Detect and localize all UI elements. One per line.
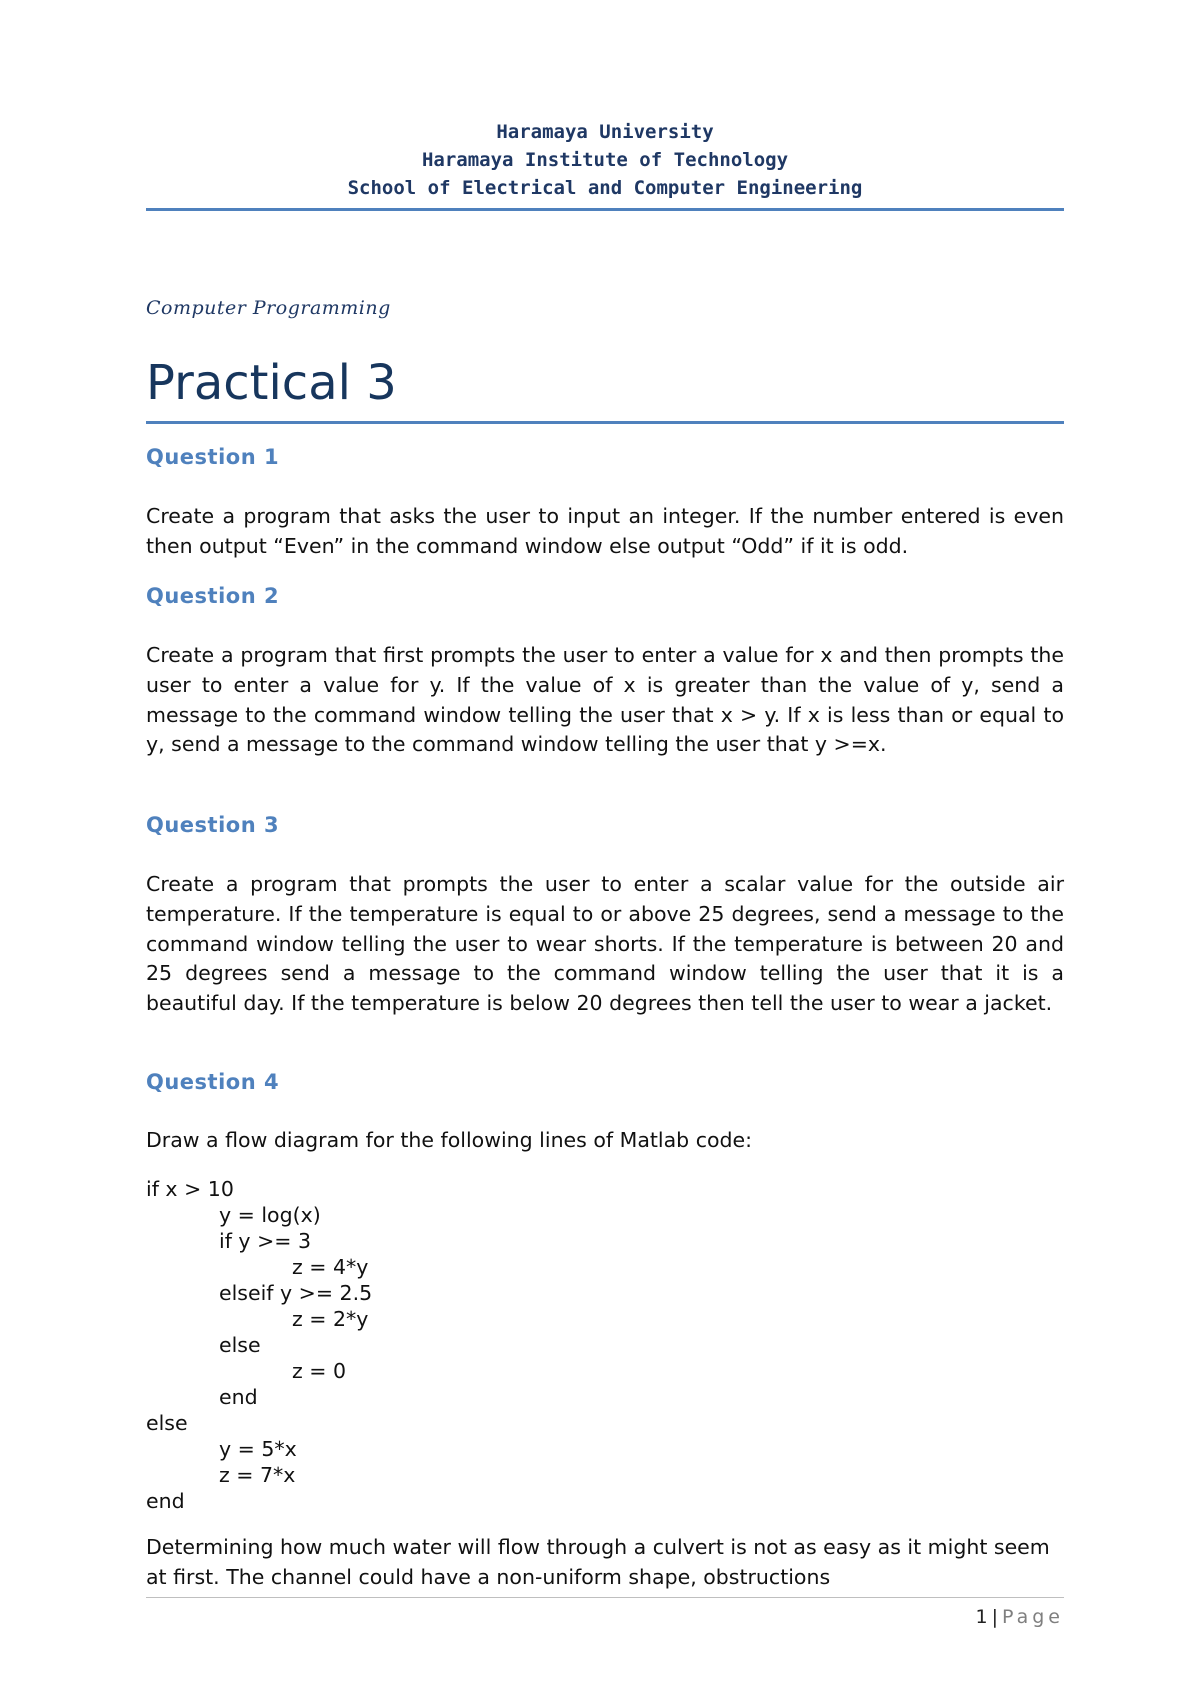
page-label: Page bbox=[1002, 1606, 1064, 1628]
code-line: if y >= 3 bbox=[219, 1229, 311, 1253]
question-3-heading: Question 3 bbox=[146, 813, 280, 837]
title-divider bbox=[146, 421, 1064, 424]
question-3-text: Create a program that prompts the user to enter a scalar value for the outside air temperature. If the temperature is equal to or above 25 degrees, send a message to the command window telling the user to wear shorts. If the temperature is between 20 and 25 degrees send a message to the command window telling the user that it is a beautiful day. If the temperature is below 20 degrees then tell the user to wear a jacket. bbox=[146, 872, 1064, 1016]
code-line: z = 2*y bbox=[292, 1307, 369, 1331]
header-divider bbox=[146, 208, 1064, 211]
matlab-code-block bbox=[146, 1176, 1064, 1514]
institution-header bbox=[146, 118, 1064, 202]
code-line: z = 0 bbox=[292, 1359, 347, 1383]
university-name: Haramaya University bbox=[496, 121, 714, 143]
course-subject: Computer Programming bbox=[146, 297, 391, 319]
code-line: else bbox=[146, 1411, 188, 1435]
question-4-heading: Question 4 bbox=[146, 1070, 280, 1094]
question-1-text: Create a program that asks the user to input an integer. If the number entered is even then output “Even” in the command window else output “Odd” if it is odd. bbox=[146, 504, 1064, 558]
school-name: School of Electrical and Computer Engineering bbox=[347, 177, 863, 199]
closing-paragraph: Determining how much water will flow through a culvert is not as easy as it might seem at first. The channel could have a non-uniform shape, obstructions bbox=[146, 1535, 1050, 1589]
footer-separator: | bbox=[991, 1606, 998, 1628]
code-line: z = 7*x bbox=[219, 1463, 296, 1487]
page-title: Practical 3 bbox=[146, 355, 397, 411]
page-footer bbox=[976, 1606, 1065, 1628]
code-line: elseif y >= 2.5 bbox=[219, 1281, 373, 1305]
document-page bbox=[146, 0, 1064, 1698]
institute-name: Haramaya Institute of Technology bbox=[421, 149, 789, 171]
code-line: y = log(x) bbox=[219, 1203, 321, 1227]
question-2-heading: Question 2 bbox=[146, 584, 280, 608]
code-line: z = 4*y bbox=[292, 1255, 369, 1279]
code-line: end bbox=[219, 1385, 258, 1409]
code-line: else bbox=[219, 1333, 261, 1357]
code-line: y = 5*x bbox=[219, 1437, 297, 1461]
page-number: 1 bbox=[975, 1606, 988, 1628]
code-line: if x > 10 bbox=[146, 1177, 234, 1201]
question-4-text: Draw a flow diagram for the following lines of Matlab code: bbox=[146, 1128, 753, 1152]
code-line: end bbox=[146, 1489, 185, 1513]
question-1-heading: Question 1 bbox=[146, 445, 280, 469]
question-2-text: Create a program that first prompts the user to enter a value for x and then prompts the user to enter a value for y. If the value of x is greater than the value of y, send a message to the command window telling the user that x > y. If x is less than or equal to y, send a message to the command window telling the user that y >=x. bbox=[146, 643, 1064, 757]
footer-divider bbox=[146, 1597, 1064, 1598]
